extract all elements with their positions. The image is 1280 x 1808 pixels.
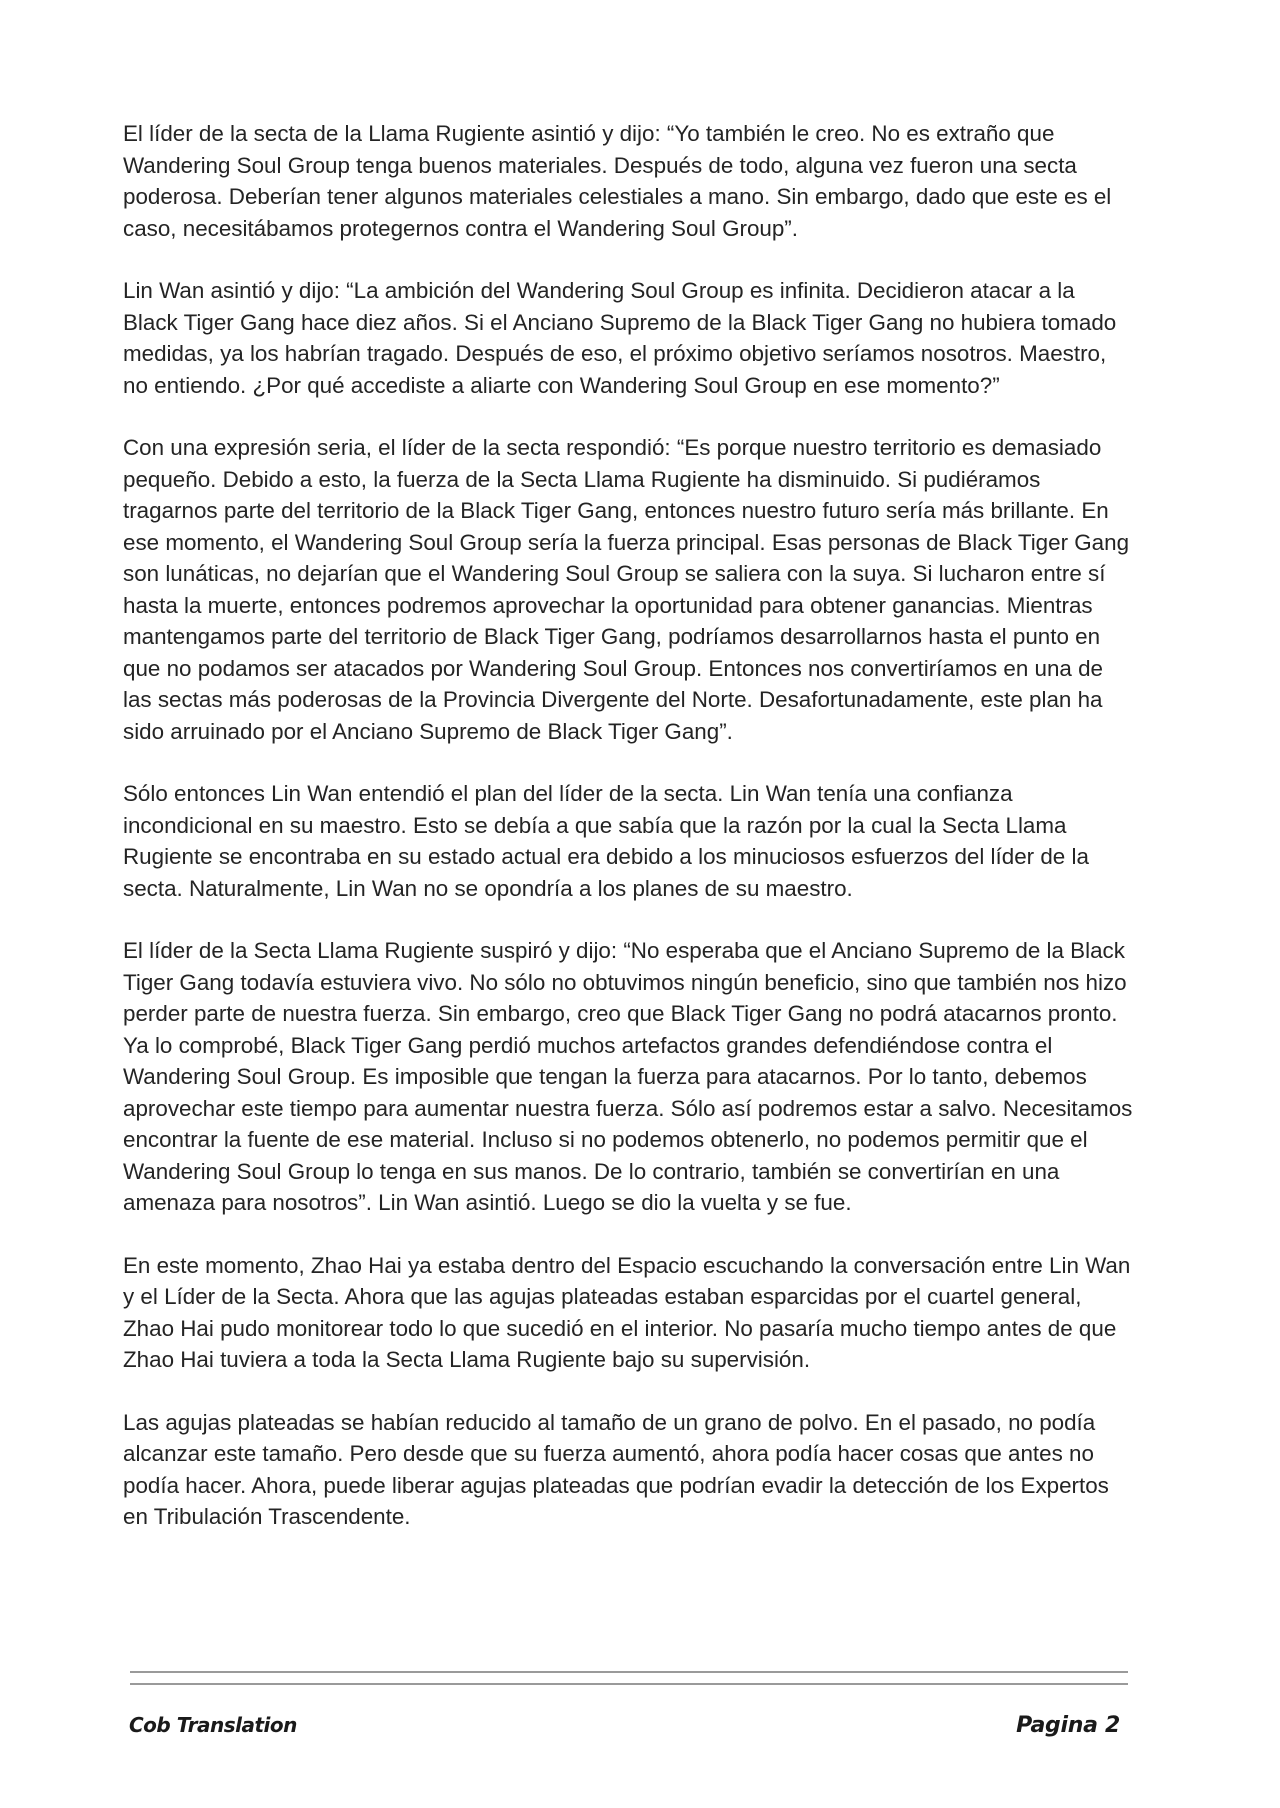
footer-translator-credit: Cob Translation <box>129 1713 297 1737</box>
paragraph: Las agujas plateadas se habían reducido al tamaño de un grano de polvo. En el pasado, no podía alcanzar este tamaño. Pero desde que su fuerza aumentó, ahora podía hacer cosas que antes no podía hacer. Ahora, puede liberar agujas plateadas que podrían evadir la detección de los Expertos en Tribulación Trascendente. <box>123 1409 1109 1529</box>
paragraph: El líder de la Secta Llama Rugiente suspiró y dijo: “No esperaba que el Anciano Supremo de la Black Tiger Gang todavía estuviera vivo. No sólo no obtuvimos ningún beneficio, sino que también nos hizo perder parte de nuestra fuerza. Sin embargo, creo que Black Tiger Gang no podrá atacarnos pronto. Ya lo comprobé, Black Tiger Gang perdió muchos artefactos grandes defendiéndose contra el Wandering Soul Group. Es imposible que tengan la fuerza para atacarnos. Por lo tanto, debemos aprovechar este tiempo para aumentar nuestra fuerza. Sólo así podremos estar a salvo. Necesitamos encontrar la fuente de ese material. Incluso si no podemos obtenerlo, no podemos permitir que el Wandering Soul Group lo tenga en sus manos. De lo contrario, también se convertirían en una amenaza para nosotros”. Lin Wan asintió. Luego se dio la vuelta y se fue. <box>123 938 1133 1215</box>
paragraph: En este momento, Zhao Hai ya estaba dentro del Espacio escuchando la conversación entre Lin Wan y el Líder de la Secta. Ahora que las agujas plateadas estaban esparcidas por el cuartel general, Zhao Hai pudo monitorear todo lo que sucedió en el interior. No pasaría mucho tiempo antes de que Zhao Hai tuviera a toda la Secta Llama Rugiente bajo su supervisión. <box>123 1252 1131 1372</box>
body-text <box>123 118 1133 1564</box>
paragraph: Lin Wan asintió y dijo: “La ambición del Wandering Soul Group es infinita. Decidieron atacar a la Black Tiger Gang hace diez años. Si el Anciano Supremo de la Black Tiger Gang no hubiera tomado medidas, ya los habrían tragado. Después de eso, el próximo objetivo seríamos nosotros. Maestro, no entiendo. ¿Por qué accediste a aliarte con Wandering Soul Group en ese momento?” <box>123 278 1117 398</box>
paragraph: Sólo entonces Lin Wan entendió el plan del líder de la secta. Lin Wan tenía una confianza incondicional en su maestro. Esto se debía a que sabía que la razón por la cual la Secta Llama Rugiente se encontraba en su estado actual era debido a los minuciosos esfuerzos del líder de la secta. Naturalmente, Lin Wan no se opondría a los planes de su maestro. <box>123 781 1089 901</box>
paragraph: Con una expresión seria, el líder de la secta respondió: “Es porque nuestro territorio es demasiado pequeño. Debido a esto, la fuerza de la Secta Llama Rugiente ha disminuido. Si pudiéramos tragarnos parte del territorio de la Black Tiger Gang, entonces nuestro futuro sería más brillante. En ese momento, el Wandering Soul Group sería la fuerza principal. Esas personas de Black Tiger Gang son lunáticas, no dejarían que el Wandering Soul Group se saliera con la suya. Si lucharon entre sí hasta la muerte, entonces podremos aprovechar la oportunidad para obtener ganancias. Mientras mantengamos parte del territorio de Black Tiger Gang, podríamos desarrollarnos hasta el punto en que no podamos ser atacados por Wandering Soul Group. Entonces nos convertiríamos en una de las sectas más poderosas de la Provincia Divergente del Norte. Desafortunadamente, este plan ha sido arruinado por el Anciano Supremo de Black Tiger Gang”. <box>123 435 1130 744</box>
footer-divider-bottom <box>130 1683 1128 1685</box>
paragraph: El líder de la secta de la Llama Rugiente asintió y dijo: “Yo también le creo. No es extraño que Wandering Soul Group tenga buenos materiales. Después de todo, alguna vez fueron una secta poderosa. Deberían tener algunos materiales celestiales a mano. Sin embargo, dado que este es el caso, necesitábamos protegernos contra el Wandering Soul Group”. <box>123 121 1112 241</box>
footer-page-number: Pagina 2 <box>1016 1713 1120 1738</box>
footer-divider-top <box>130 1671 1128 1673</box>
